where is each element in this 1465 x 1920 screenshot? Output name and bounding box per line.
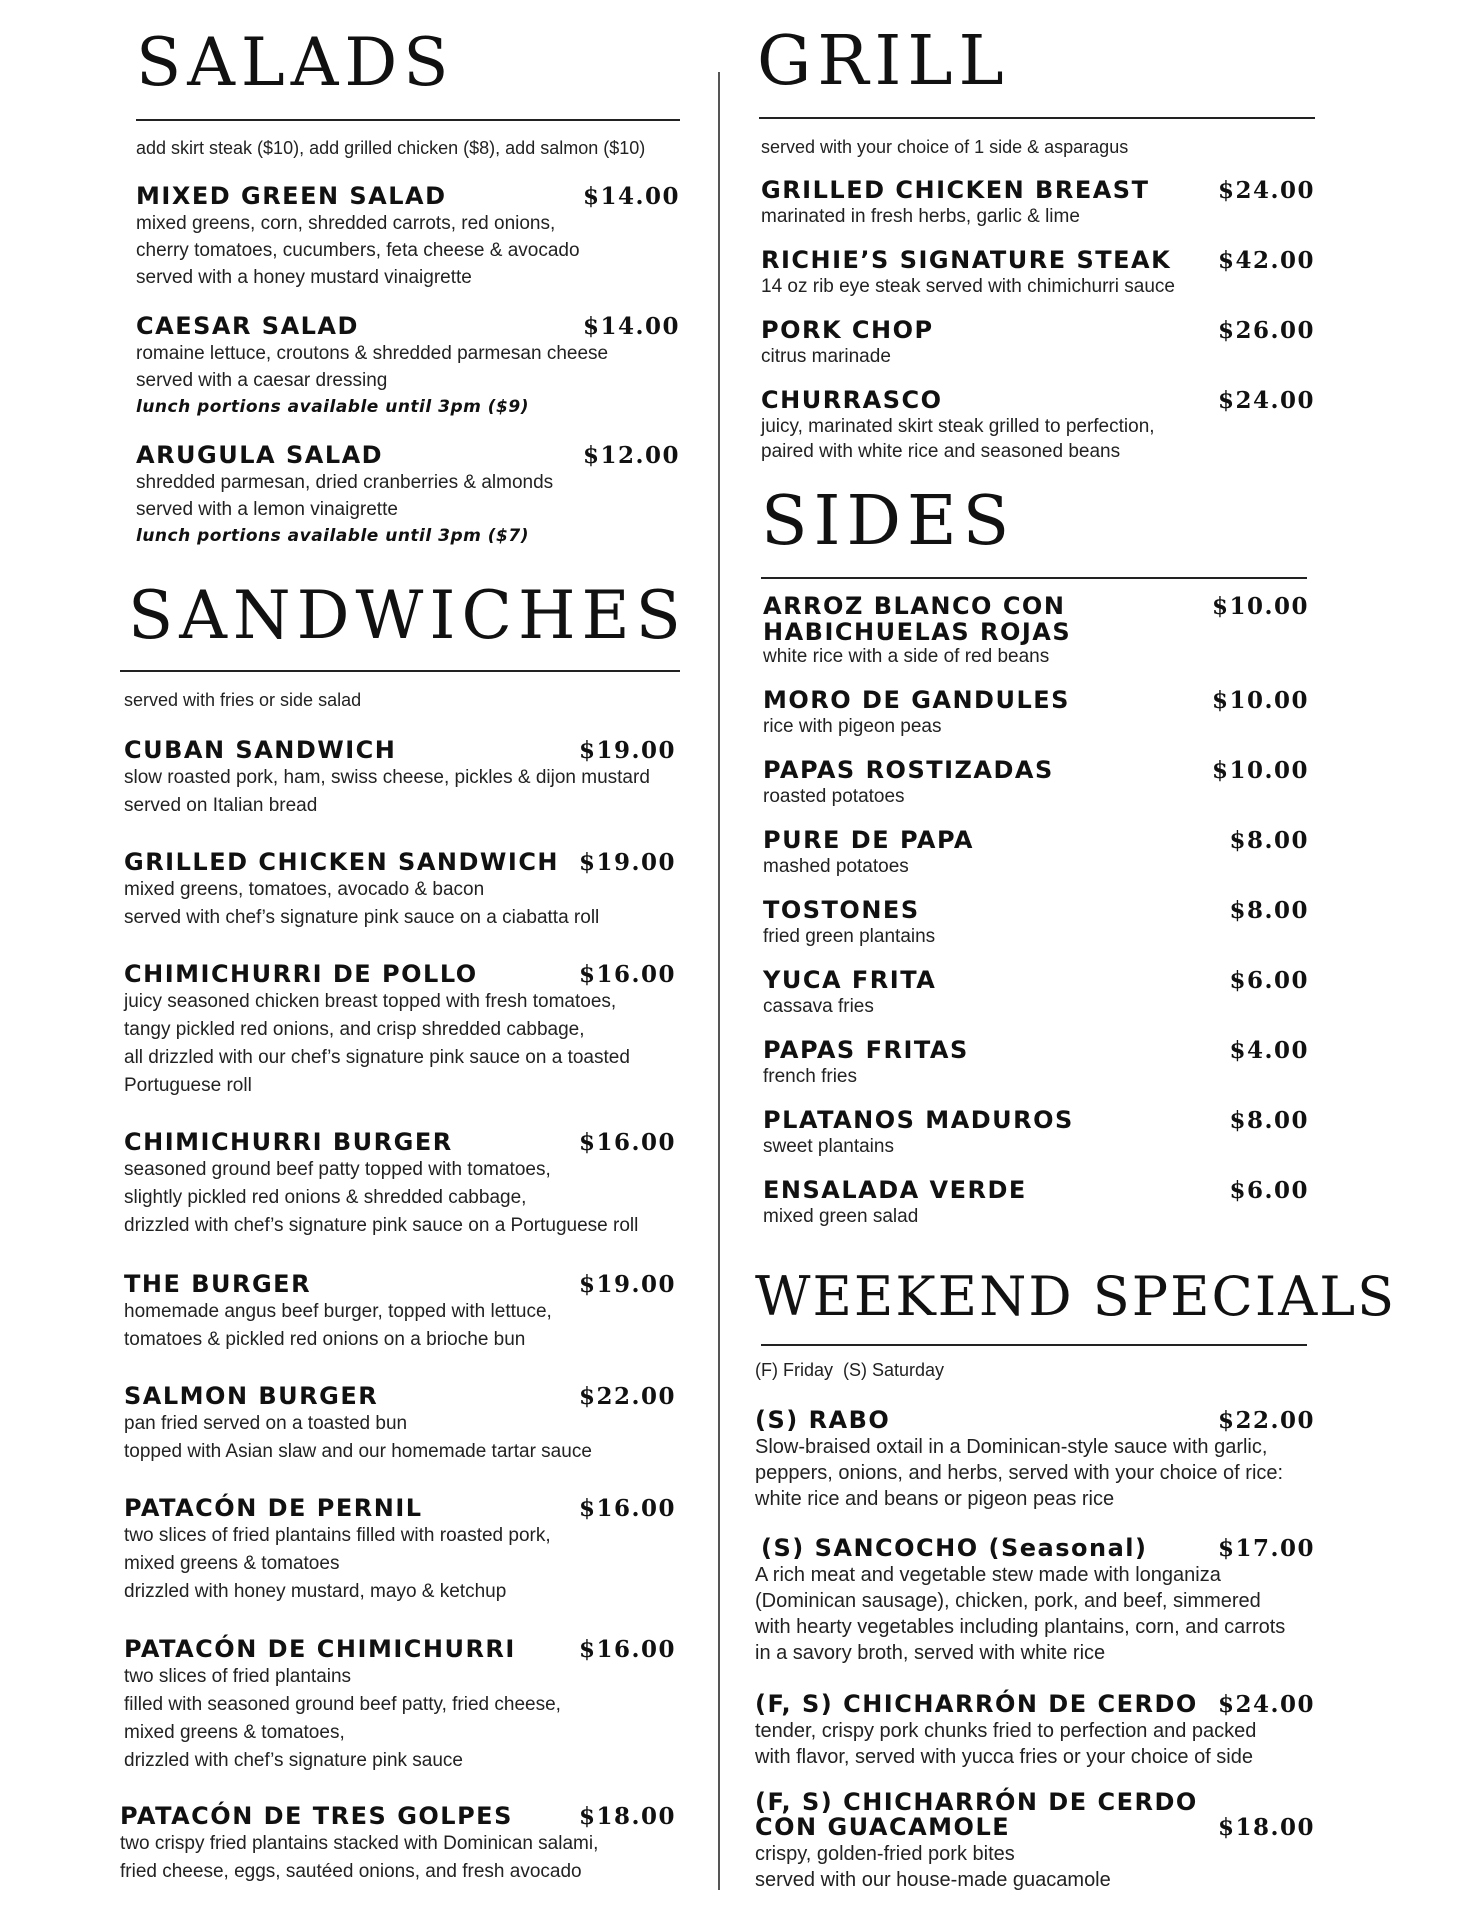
menu-item [124, 1494, 676, 1606]
item-price: $10.00 [1211, 593, 1309, 620]
description-line: crispy, golden-fried pork bites [755, 1843, 1015, 1865]
menu-item [763, 896, 1309, 949]
item-name: MORO DE GANDULES [763, 686, 1070, 714]
item-price: $10.00 [1211, 757, 1309, 784]
description-line: pan fried served on a toasted bun [124, 1413, 408, 1434]
lunch-note: lunch portions available until 3pm ($9) [136, 397, 529, 417]
item-name: THE BURGER [124, 1270, 312, 1298]
item-description [761, 344, 1315, 369]
description-line: filled with seasoned ground beef patty, fried cheese, [124, 1694, 561, 1715]
description-line: cherry tomatoes, cucumbers, feta cheese & avocado [136, 240, 580, 261]
description-line: drizzled with chef’s signature pink sauce on a Portuguese roll [124, 1215, 639, 1236]
section-title-grill: GRILL [757, 22, 1010, 101]
description-line: slow roasted pork, ham, swiss cheese, pickles & dijon mustard [124, 767, 650, 788]
menu-item [763, 1036, 1309, 1089]
column-divider [718, 72, 720, 1890]
description-line: mixed greens & tomatoes [124, 1553, 340, 1574]
item-price: $18.00 [1217, 1814, 1315, 1841]
item-price: $16.00 [578, 1129, 676, 1156]
item-description [124, 1298, 676, 1354]
description-line: with hearty vegetables including plantains, corn, and carrots [755, 1616, 1286, 1638]
section-title-sandwiches: SANDWICHES [128, 577, 687, 654]
item-price: $8.00 [1229, 1107, 1309, 1134]
description-line: mashed potatoes [763, 856, 909, 877]
description-line: served with a caesar dressing [136, 370, 388, 391]
description-line: paired with white rice and seasoned beans [761, 441, 1121, 462]
description-line: peppers, onions, and herbs, served with your choice of rice: [755, 1462, 1284, 1484]
description-line: served with chef’s signature pink sauce on a ciabatta roll [124, 907, 600, 928]
item-name: (S) SANCOCHO (Seasonal) [761, 1534, 1148, 1562]
menu-item [124, 1382, 676, 1466]
item-description [761, 414, 1315, 464]
item-name: GRILLED CHICKEN SANDWICH [124, 848, 560, 876]
description-line: tender, crispy pork chunks fried to perfection and packed [755, 1720, 1257, 1742]
item-name: CHIMICHURRI BURGER [124, 1128, 453, 1156]
item-description [124, 764, 676, 820]
menu-item [763, 756, 1309, 809]
item-price: $12.00 [582, 442, 680, 469]
description-line: french fries [763, 1066, 857, 1087]
item-price: $8.00 [1229, 827, 1309, 854]
item-price: $24.00 [1217, 1691, 1315, 1718]
description-line: two slices of fried plantains filled with roasted pork, [124, 1525, 551, 1546]
description-line: roasted potatoes [763, 786, 905, 807]
section-title-salads: SALADS [136, 24, 455, 101]
menu-item [755, 1790, 1315, 1893]
menu-item [761, 246, 1315, 299]
salads-note: add skirt steak ($10), add grilled chicken ($8), add salmon ($10) [136, 138, 646, 158]
item-name: (F, S) CHICHARRÓN DE CERDO [755, 1788, 1198, 1816]
description-line: served with a lemon vinaigrette [136, 499, 398, 520]
item-price: $19.00 [578, 849, 676, 876]
menu-item [763, 966, 1309, 1019]
description-line: Slow-braised oxtail in a Dominican-style sauce with garlic, [755, 1436, 1268, 1458]
description-line: slightly pickled red onions & shredded cabbage, [124, 1187, 527, 1208]
grill-note: served with your choice of 1 side & asparagus [761, 137, 1129, 157]
item-name: CAESAR SALAD [136, 312, 359, 340]
item-price: $26.00 [1217, 317, 1315, 344]
menu-item [761, 316, 1315, 369]
description-line: cassava fries [763, 996, 874, 1017]
description-line: drizzled with honey mustard, mayo & ketchup [124, 1581, 507, 1602]
item-name: RICHIE’S SIGNATURE STEAK [761, 246, 1172, 274]
menu-item [124, 1128, 676, 1240]
description-line: topped with Asian slaw and our homemade tartar sauce [124, 1441, 592, 1462]
description-line: served with our house-made guacamole [755, 1869, 1111, 1891]
menu-item [124, 848, 676, 932]
item-description [763, 1064, 1309, 1089]
menu-item [120, 1802, 676, 1886]
item-name: ARROZ BLANCO CON [763, 592, 1066, 620]
item-price: $8.00 [1229, 897, 1309, 924]
item-name: TOSTONES [763, 896, 920, 924]
item-name: YUCA FRITA [763, 966, 937, 994]
menu-item [124, 960, 676, 1100]
description-line: rice with pigeon peas [763, 716, 942, 737]
item-description [120, 1830, 676, 1886]
item-name: PLATANOS MADUROS [763, 1106, 1074, 1134]
item-name: ENSALADA VERDE [763, 1176, 1027, 1204]
description-line: sweet plantains [763, 1136, 894, 1157]
menu-item [763, 826, 1309, 879]
item-name-line-2: HABICHUELAS ROJAS [763, 618, 1072, 646]
item-price: $16.00 [578, 961, 676, 988]
item-price: $42.00 [1217, 247, 1315, 274]
item-price: $14.00 [582, 183, 680, 210]
menu-item [136, 441, 680, 549]
item-description [755, 1562, 1315, 1666]
item-description [136, 210, 680, 291]
item-description [124, 1663, 676, 1775]
section-rule [120, 670, 680, 672]
item-price: $22.00 [578, 1383, 676, 1410]
description-line: two crispy fried plantains stacked with Dominican salami, [120, 1833, 599, 1854]
item-description [124, 1522, 676, 1606]
item-name: (S) RABO [755, 1406, 891, 1434]
item-name: GRILLED CHICKEN BREAST [761, 176, 1150, 204]
description-line: mixed greens, tomatoes, avocado & bacon [124, 879, 485, 900]
item-name: MIXED GREEN SALAD [136, 182, 447, 210]
menu-item [755, 1406, 1315, 1512]
item-price: $17.00 [1217, 1535, 1315, 1562]
item-description [763, 644, 1309, 669]
description-line: two slices of fried plantains [124, 1666, 352, 1687]
description-line: juicy, marinated skirt steak grilled to perfection, [761, 416, 1155, 437]
menu-item [124, 1270, 676, 1354]
item-name: PAPAS ROSTIZADAS [763, 756, 1054, 784]
description-line: marinated in fresh herbs, garlic & lime [761, 206, 1080, 227]
item-description [761, 204, 1315, 229]
item-price: $6.00 [1229, 967, 1309, 994]
description-line: (Dominican sausage), chicken, pork, and beef, simmered [755, 1590, 1261, 1612]
description-line: 14 oz rib eye steak served with chimichurri sauce [761, 276, 1175, 297]
description-line: mixed greens, corn, shredded carrots, red onions, [136, 213, 556, 234]
item-price: $24.00 [1217, 177, 1315, 204]
section-rule [761, 1344, 1307, 1346]
item-price: $4.00 [1229, 1037, 1309, 1064]
menu-item [124, 1635, 676, 1775]
item-description [124, 876, 676, 932]
description-line: tomatoes & pickled red onions on a brioche bun [124, 1329, 526, 1350]
item-price: $16.00 [578, 1636, 676, 1663]
menu-item [136, 182, 680, 291]
item-description [763, 784, 1309, 809]
description-line: fried cheese, eggs, sautéed onions, and fresh avocado [120, 1861, 582, 1882]
description-line: white rice and beans or pigeon peas rice [755, 1488, 1115, 1510]
item-name: PAPAS FRITAS [763, 1036, 969, 1064]
item-price: $19.00 [578, 737, 676, 764]
section-rule [136, 119, 680, 121]
item-name: CHURRASCO [761, 386, 943, 414]
item-name: SALMON BURGER [124, 1382, 379, 1410]
item-description [763, 1134, 1309, 1159]
item-price: $16.00 [578, 1495, 676, 1522]
item-description [763, 924, 1309, 949]
item-description [124, 988, 676, 1100]
section-title-sides: SIDES [761, 482, 1016, 561]
description-line: A rich meat and vegetable stew made with longaniza [755, 1564, 1221, 1586]
description-line: served on Italian bread [124, 795, 318, 816]
section-rule [761, 577, 1307, 579]
weekend-note: (F) Friday (S) Saturday [755, 1360, 945, 1380]
menu-item [763, 593, 1309, 669]
item-name: PATACÓN DE CHIMICHURRI [124, 1635, 516, 1663]
item-name: CUBAN SANDWICH [124, 736, 397, 764]
description-line: mixed green salad [763, 1206, 919, 1227]
sandwiches-note: served with fries or side salad [124, 690, 362, 710]
item-description [755, 1434, 1315, 1512]
item-description [136, 340, 680, 420]
description-line: homemade angus beef burger, topped with lettuce, [124, 1301, 552, 1322]
description-line: shredded parmesan, dried cranberries & almonds [136, 472, 554, 493]
menu-item [755, 1534, 1315, 1666]
menu-item [761, 386, 1315, 464]
menu-item [755, 1690, 1315, 1770]
item-name: PATACÓN DE PERNIL [124, 1494, 423, 1522]
description-line: served with a honey mustard vinaigrette [136, 267, 472, 288]
item-description [755, 1841, 1315, 1893]
item-price: $24.00 [1217, 387, 1315, 414]
item-price: $6.00 [1229, 1177, 1309, 1204]
item-description [763, 854, 1309, 879]
item-description [755, 1718, 1315, 1770]
item-name: ARUGULA SALAD [136, 441, 384, 469]
item-description [763, 1204, 1309, 1229]
item-price: $22.00 [1217, 1407, 1315, 1434]
description-line: drizzled with chef’s signature pink sauce [124, 1750, 464, 1771]
item-description [761, 274, 1315, 299]
item-description [124, 1156, 676, 1240]
item-description [136, 469, 680, 549]
description-line: seasoned ground beef patty topped with tomatoes, [124, 1159, 551, 1180]
description-line: juicy seasoned chicken breast topped with fresh tomatoes, [124, 991, 617, 1012]
menu-item [763, 1176, 1309, 1229]
menu-item [761, 176, 1315, 229]
item-name: CHIMICHURRI DE POLLO [124, 960, 478, 988]
description-line: fried green plantains [763, 926, 936, 947]
item-price: $18.00 [578, 1803, 676, 1830]
item-name: (F, S) CHICHARRÓN DE CERDO [755, 1690, 1198, 1718]
description-line: with flavor, served with yucca fries or your choice of side [755, 1746, 1253, 1768]
description-line: all drizzled with our chef’s signature pink sauce on a toasted [124, 1047, 630, 1068]
description-line: mixed greens & tomatoes, [124, 1722, 345, 1743]
item-price: $19.00 [578, 1271, 676, 1298]
item-name: PORK CHOP [761, 316, 934, 344]
description-line: citrus marinade [761, 346, 891, 367]
item-price: $10.00 [1211, 687, 1309, 714]
item-name: PATACÓN DE TRES GOLPES [120, 1802, 513, 1830]
item-description [763, 714, 1309, 739]
menu-item [136, 312, 680, 420]
menu-item [124, 736, 676, 820]
menu-item [763, 686, 1309, 739]
description-line: tangy pickled red onions, and crisp shredded cabbage, [124, 1019, 585, 1040]
item-description [763, 994, 1309, 1019]
item-name: PURE DE PAPA [763, 826, 974, 854]
item-name-line-2: CON GUACAMOLE [755, 1813, 1011, 1841]
description-line: romaine lettuce, croutons & shredded parmesan cheese [136, 343, 609, 364]
description-line: in a savory broth, served with white rice [755, 1642, 1106, 1664]
description-line: Portuguese roll [124, 1075, 252, 1096]
section-title-weekend-specials: WEEKEND SPECIALS [755, 1265, 1397, 1328]
menu-item [763, 1106, 1309, 1159]
description-line: white rice with a side of red beans [763, 646, 1050, 667]
item-description [124, 1410, 676, 1466]
item-price: $14.00 [582, 313, 680, 340]
section-rule [759, 117, 1315, 119]
lunch-note: lunch portions available until 3pm ($7) [136, 526, 529, 546]
